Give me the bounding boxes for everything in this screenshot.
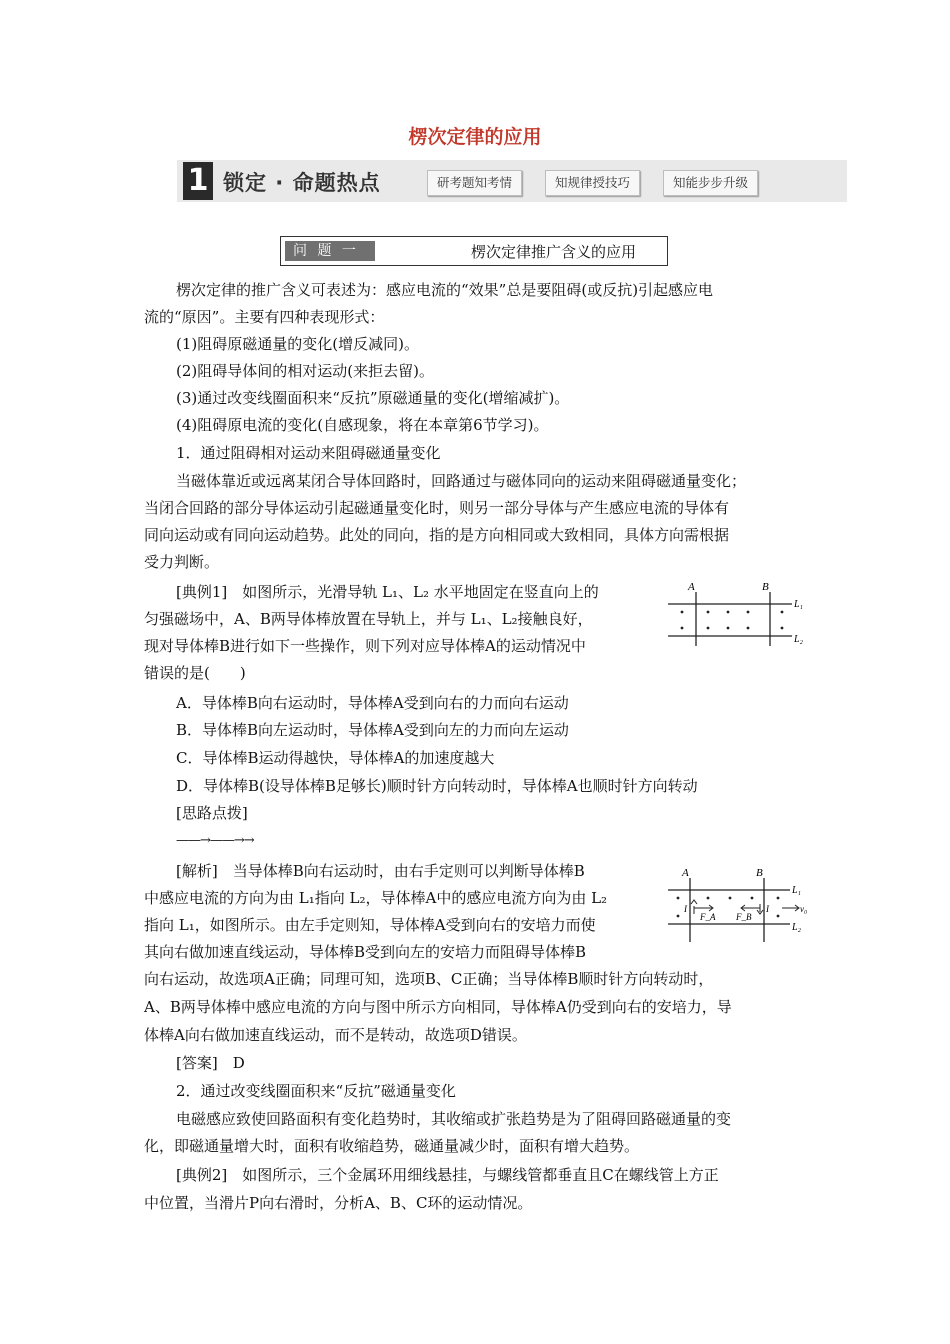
hint-arrows: ——→——→→ <box>176 833 254 848</box>
paragraph-line: 楞次定律的推广含义可表述为：感应电流的“效果”总是要阻碍(或反抗)引起感应电 <box>176 281 714 299</box>
answer-line: [答案] D <box>176 1054 245 1072</box>
paragraph-line: 化，即磁通量增大时，面积有收缩趋势，磁通量减少时，面积有增大趋势。 <box>144 1137 640 1155</box>
page-title: 楞次定律的应用 <box>408 126 542 148</box>
label-b: B <box>756 867 763 879</box>
paragraph-line: 同向运动或有同向运动趋势。此处的同向，指的是方向相同或大致相同，具体方向需根据 <box>144 526 730 544</box>
section-banner <box>177 160 847 202</box>
figure-forces <box>660 862 830 948</box>
question-tag: 问 题 一 <box>285 241 375 261</box>
paragraph-line: A、B两导体棒中感应电流的方向与图中所示方向相同，导体棒A仍受到向右的安培力，导 <box>144 998 732 1016</box>
paragraph-line: 2．通过改变线圈面积来“反抗”磁通量变化 <box>176 1082 456 1100</box>
option-c: C．导体棒B运动得越快，导体棒A的加速度越大 <box>176 749 495 767</box>
figure-rails <box>660 580 820 660</box>
label-force-a: F_A <box>700 912 716 922</box>
paragraph-line: 错误的是( ) <box>144 664 246 682</box>
paragraph-line: 当闭合回路的部分导体运动引起磁通量变化时，则另一部分导体与产生感应电流的导体有 <box>144 499 730 517</box>
option-a: A．导体棒B向右运动时，导体棒A受到向右的力而向右运动 <box>176 694 569 712</box>
paragraph-line: 体棒A向右做加速直线运动，而不是转动，故选项D错误。 <box>144 1026 527 1044</box>
label-force-b: F_B <box>736 912 752 922</box>
tab-exam-info[interactable]: 研考题知考情 <box>427 170 522 196</box>
label-a: A <box>682 867 689 879</box>
paragraph-line: (1)阻碍原磁通量的变化(增反减同)。 <box>176 335 419 353</box>
label-velocity: v₀ <box>800 904 808 914</box>
option-b: B．导体棒B向左运动时，导体棒A受到向左的力而向左运动 <box>176 721 569 739</box>
paragraph-line: 1．通过阻碍相对运动来阻碍磁通量变化 <box>176 444 441 462</box>
paragraph-line: 向右运动，故选项A正确；同理可知，选项B、C正确；当导体棒B顺时针方向转动时， <box>144 970 714 988</box>
tab-skills[interactable]: 知规律授技巧 <box>545 170 640 196</box>
paragraph-line: 匀强磁场中，A、B两导体棒放置在导轨上，并与 L₁、L₂接触良好， <box>144 610 593 628</box>
paragraph-line: 中感应电流的方向为由 L₁指向 L₂，导体棒A中的感应电流方向为由 L₂ <box>144 889 608 907</box>
paragraph-line: (3)通过改变线圈面积来“反抗”原磁通量的变化(增缩减扩)。 <box>176 389 570 407</box>
paragraph-line: 中位置，当滑片P向右滑时，分析A、B、C环的运动情况。 <box>144 1194 533 1212</box>
label-current-a: I <box>684 904 687 914</box>
label-l1: L₁ <box>794 599 804 610</box>
section-number: 1 <box>183 162 213 200</box>
label-l2: L₂ <box>792 922 802 933</box>
paragraph-line: [典例1] 如图所示，光滑导轨 L₁、L₂ 水平地固定在竖直向上的 <box>176 583 599 601</box>
paragraph-line: 流的“原因”。主要有四种表现形式： <box>144 308 385 326</box>
section-label: 锁定 · 命题热点 <box>223 171 381 195</box>
paragraph-line: 现对导体棒B进行如下一些操作，则下列对应导体棒A的运动情况中 <box>144 637 586 655</box>
label-b: B <box>762 581 769 593</box>
paragraph-line: (4)阻碍原电流的变化(自感现象，将在本章第6节学习)。 <box>176 416 549 434</box>
label-current-b: I <box>766 904 769 914</box>
tab-level-up[interactable]: 知能步步升级 <box>663 170 758 196</box>
paragraph-line: (2)阻碍导体间的相对运动(来拒去留)。 <box>176 362 434 380</box>
paragraph-line: 其向右做加速直线运动，导体棒B受到向左的安培力而阻碍导体棒B <box>144 943 587 961</box>
paragraph-line: 指向 L₁，如图所示。由左手定则知，导体棒A受到向右的安培力而使 <box>144 916 596 934</box>
paragraph-line: 当磁体靠近或远离某闭合导体回路时，回路通过与磁体同向的运动来阻碍磁通量变化； <box>176 472 747 490</box>
paragraph-line: [典例2] 如图所示，三个金属环用细线悬挂，与螺线管都垂直且C在螺线管上方正 <box>176 1166 719 1184</box>
option-d: D．导体棒B(设导体棒B足够长)顺时针方向转动时，导体棒A也顺时针方向转动 <box>176 777 698 795</box>
label-l1: L₁ <box>792 885 802 896</box>
paragraph-line: [解析] 当导体棒B向右运动时，由右手定则可以判断导体棒B <box>176 862 585 880</box>
question-header <box>280 236 668 266</box>
label-l2: L₂ <box>794 634 804 645</box>
paragraph-line: [思路点拨] <box>176 804 248 822</box>
label-a: A <box>688 581 695 593</box>
paragraph-line: 受力判断。 <box>144 553 220 571</box>
question-title: 楞次定律推广含义的应用 <box>471 243 637 261</box>
paragraph-line: 电磁感应致使回路面积有变化趋势时，其收缩或扩张趋势是为了阻碍回路磁通量的变 <box>176 1110 732 1128</box>
